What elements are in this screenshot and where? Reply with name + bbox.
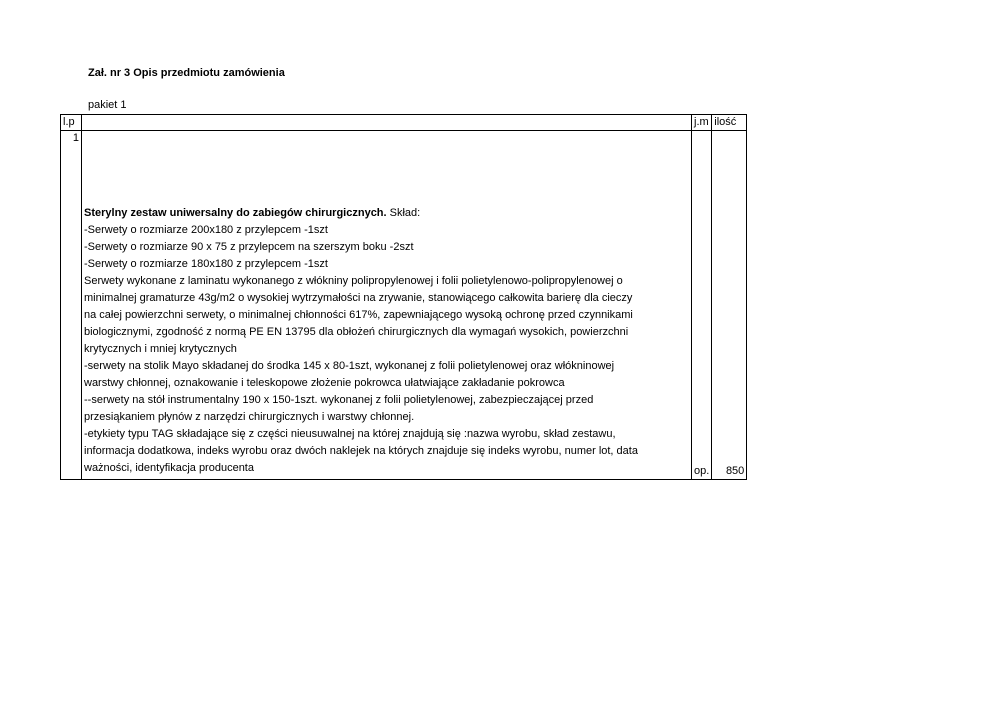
description-line: informacja dodatkowa, indeks wyrobu oraz dwóch naklejek na których znajduje się indeks wyrobu, numer lot, data [84,445,638,457]
description-line: -etykiety typu TAG składające się z części nieusuwalnej na której znajdują się :nazwa wyrobu, skład zestawu, [84,428,616,440]
specification-table [60,114,747,480]
table-header-row [61,115,747,131]
description-line: krytycznych i mniej krytycznych [84,343,237,355]
description-line: --serwety na stół instrumentalny 190 x 150-1szt. wykonanej z folii polietylenowej, zabezpieczającej przed [84,394,594,406]
description-line: -serwety na stolik Mayo składanej do środka 145 x 80-1szt, wykonanej z folii polietylenowej oraz włókninowej [84,360,615,372]
description-line: biologicznymi, zgodność z normą PE EN 13795 dla obłożeń chirurgicznych dla wymagań wysokich, powierzchni [84,326,629,338]
row-description [82,131,692,480]
description-line: przesiąkaniem płynów z narzędzi chirurgicznych i warstwy chłonnej. [84,411,415,423]
description-line: -Serwety o rozmiarze 180x180 z przylepcem -1szt [84,258,328,270]
description-line: -Serwety o rozmiarze 90 x 75 z przylepcem na szerszym boku -2szt [84,241,414,253]
package-label: pakiet 1 [88,99,127,111]
description-line: na całej powierzchni serwety, o minimalnej chłonności 617%, zapewniającego wysoką ochronę przed czynnikami [84,309,633,321]
header-unit: j.m [692,115,712,131]
header-description [82,115,692,131]
header-lp: l.p [61,115,82,131]
description-line: Serwety wykonane z laminatu wykonanego z włókniny polipropylenowej i folii polietylenowo-polipropylenowej o [84,275,623,287]
header-quantity: ilość [712,115,747,131]
description-line: Skład: [386,207,421,219]
description-product-name: Sterylny zestaw uniwersalny do zabiegów chirurgicznych. [84,207,387,219]
description-first-line [84,205,689,222]
row-lp: 1 [61,131,82,480]
description-line: minimalnej gramaturze 43g/m2 o wysokiej wytrzymałości na zrywanie, stanowiącego całkowita barierę dla cieczy [84,292,633,304]
description-line: ważności, identyfikacja producenta [84,462,254,474]
table-row [61,131,747,480]
description-line: warstwy chłonnej, oznakowanie i teleskopowe złożenie pokrowca ułatwiające zakładanie pokrowca [84,377,565,389]
row-quantity: 850 [712,131,747,480]
document-title: Zał. nr 3 Opis przedmiotu zamówienia [88,67,285,79]
row-unit: op. [692,131,712,480]
description-line: -Serwety o rozmiarze 200x180 z przylepcem -1szt [84,224,328,236]
